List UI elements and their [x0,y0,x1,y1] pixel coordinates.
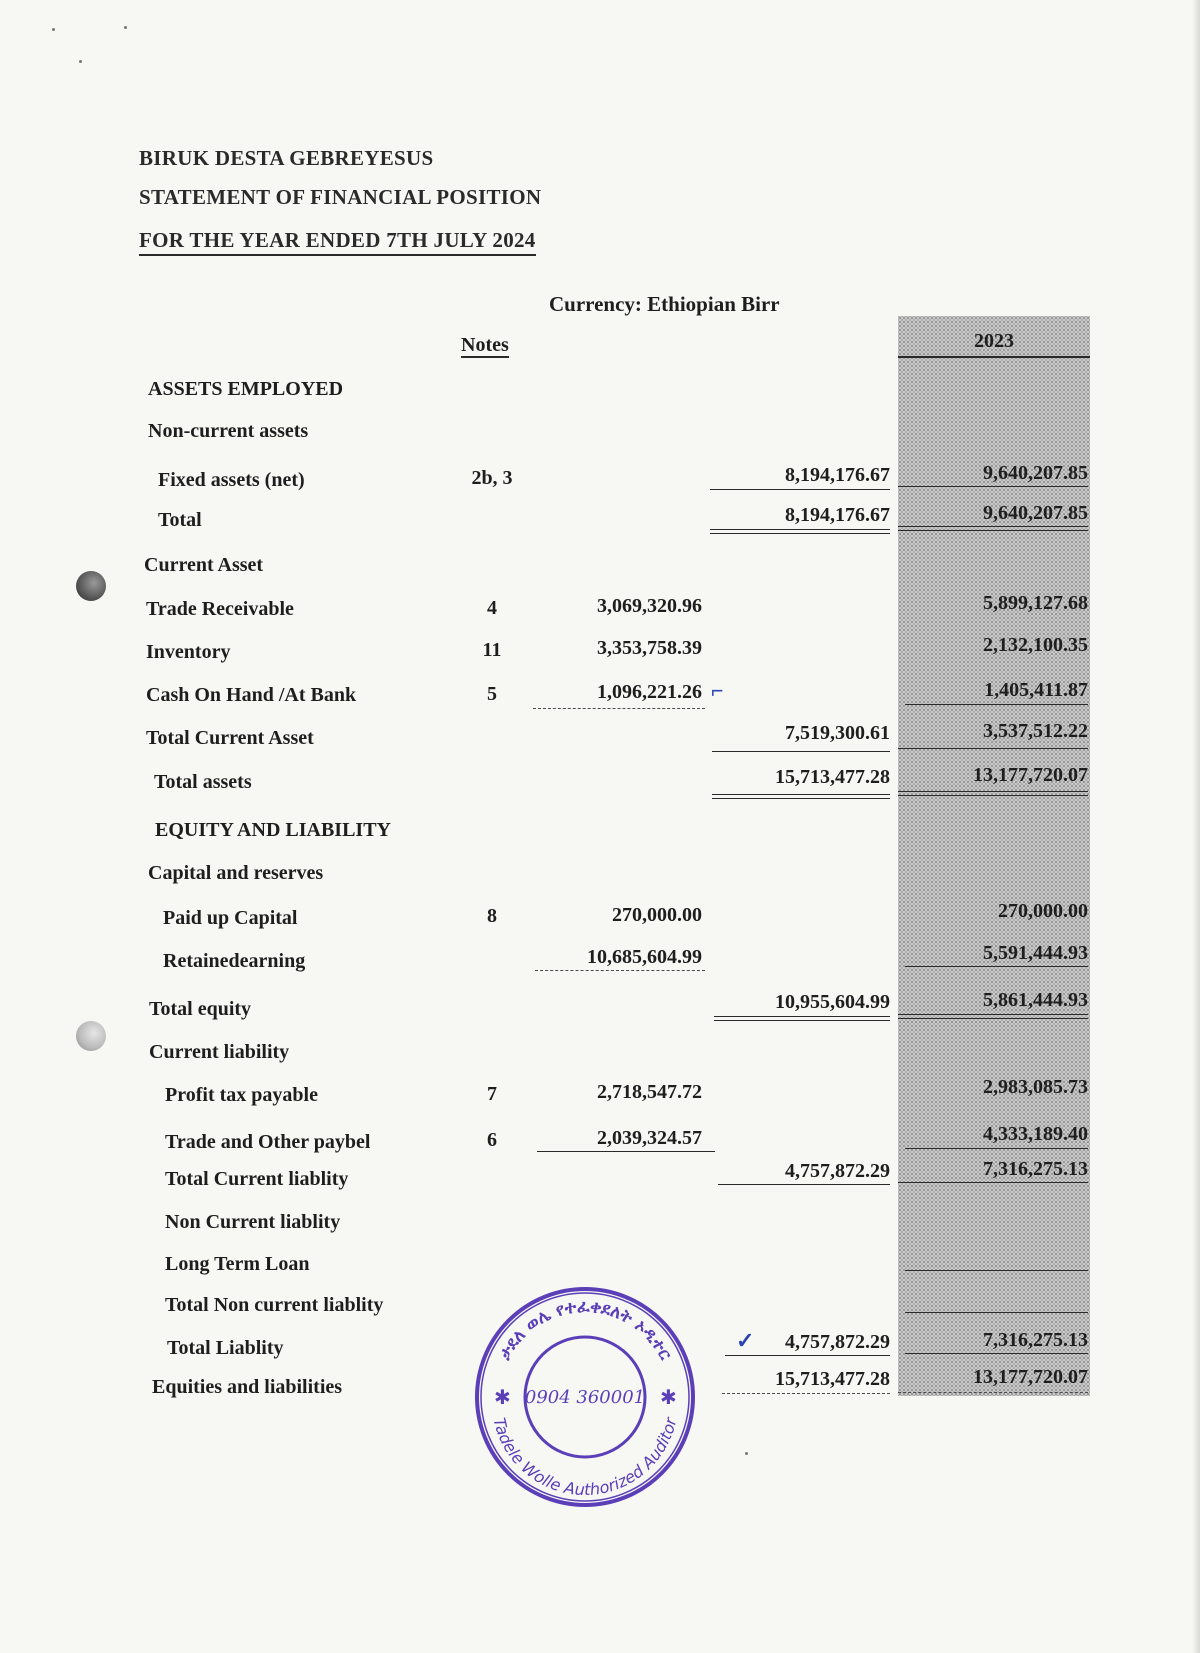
row-note: 5 [487,683,497,705]
row-label: Total Current Asset [146,727,314,749]
currency-label: Currency: Ethiopian Birr [549,292,780,316]
current-year-value: 2,039,324.57 [597,1127,702,1149]
auditor-stamp [472,1284,698,1510]
stamp-center-number: 0904 360001 [524,1387,646,1408]
double-rule [710,529,890,534]
punch-hole [76,1021,106,1051]
rule [722,1393,890,1394]
current-year-total: 10,955,604.99 [775,991,890,1013]
prior-year-value: 13,177,720.07 [973,764,1088,786]
rule [898,1392,1088,1393]
rule [712,751,890,752]
double-rule [898,526,1088,531]
prior-year-value: 13,177,720.07 [973,1366,1088,1388]
rule [905,1353,1088,1354]
rule [537,1151,715,1152]
double-rule [714,1016,890,1021]
row-label: Long Term Loan [165,1253,310,1275]
double-rule [712,794,890,799]
row-note: 6 [487,1129,497,1151]
scan-edge [1192,0,1200,1653]
current-year-total: 8,194,176.67 [785,464,890,486]
rule [905,1270,1088,1271]
rule [905,1312,1088,1313]
scan-speck [52,28,55,31]
row-label: Total [158,509,202,531]
double-rule [898,791,1088,796]
row-note: 7 [487,1083,497,1105]
rule [725,1355,890,1356]
rule [533,708,705,709]
prior-year-value: 2,132,100.35 [983,634,1088,656]
row-label: Profit tax payable [165,1084,318,1106]
row-label: Total equity [149,998,252,1020]
row-label: Total Non current liablity [165,1294,384,1316]
prior-year-value: 1,405,411.87 [984,679,1088,701]
row-label: Cash On Hand /At Bank [146,684,357,706]
row-label: EQUITY AND LIABILITY [155,819,391,841]
row-label: Current liability [149,1041,290,1063]
current-year-total: 4,757,872.29 [785,1331,890,1353]
current-year-value: 3,069,320.96 [597,595,702,617]
rule [718,1184,890,1185]
current-year-total: 8,194,176.67 [785,504,890,526]
row-note: 11 [482,639,502,661]
row-note: 8 [487,905,497,927]
row-note: 2b, 3 [471,467,513,489]
current-year-value: 2,718,547.72 [597,1081,702,1103]
current-year-value: 270,000.00 [612,904,702,926]
rule [710,489,890,490]
current-year-value: 10,685,604.99 [587,946,702,968]
row-label: Total Liablity [167,1337,284,1359]
check-tick-icon: ⌐ [711,678,724,703]
row-label: Trade and Other paybel [165,1131,371,1153]
rule [898,486,1088,487]
row-label: Total assets [154,771,252,793]
prior-year-value: 9,640,207.85 [983,462,1088,484]
scan-speck [745,1452,748,1455]
prior-year-value: 5,861,444.93 [983,989,1088,1011]
stamp-star-icon: ✱ [660,1385,677,1409]
statement-period: FOR THE YEAR ENDED 7TH JULY 2024 [139,228,536,256]
notes-column-header: Notes [461,334,509,356]
scan-speck [124,26,127,29]
prior-year-value: 7,316,275.13 [983,1329,1088,1351]
current-year-value: 3,353,758.39 [597,637,702,659]
prior-year-header: 2023 [898,330,1090,358]
prior-year-value: 7,316,275.13 [983,1158,1088,1180]
prior-year-value: 3,537,512.22 [983,720,1088,742]
row-label: Fixed assets (net) [158,469,305,491]
current-year-total: 15,713,477.28 [775,766,890,788]
row-label: Non Current liablity [165,1211,341,1233]
row-label: Inventory [146,641,231,663]
company-name: BIRUK DESTA GEBREYESUS [139,146,434,170]
rule [905,1148,1088,1149]
rule [905,704,1088,705]
prior-year-value: 270,000.00 [998,900,1088,922]
stamp-star-icon: ✱ [494,1385,511,1409]
row-label: Non-current assets [148,420,309,442]
current-year-total: 7,519,300.61 [785,722,890,744]
stamp-top-text: ታደለ ወሌ የተፈቀደለት ኦዲተር [494,1296,676,1364]
current-year-value: 1,096,221.26 [597,681,702,703]
row-label: Trade Receivable [146,598,294,620]
statement-title: STATEMENT OF FINANCIAL POSITION [139,185,542,209]
rule [898,1182,1088,1183]
prior-year-value: 2,983,085.73 [983,1076,1088,1098]
stamp-bottom-text: Tadele Wolle Authorized Auditor [489,1415,681,1500]
prior-year-value: 5,899,127.68 [983,592,1088,614]
rule [905,966,1088,967]
row-label: Capital and reserves [148,862,324,884]
row-label: Total Current liablity [165,1168,349,1190]
row-label: Retainedearning [163,950,306,972]
prior-year-value: 4,333,189.40 [983,1123,1088,1145]
prior-year-value: 9,640,207.85 [983,502,1088,524]
punch-hole [76,571,106,601]
rule [898,748,1088,749]
double-rule [898,1014,1088,1019]
row-label: Current Asset [144,554,264,576]
row-label: ASSETS EMPLOYED [148,378,344,400]
row-note: 4 [487,597,497,619]
current-year-total: 15,713,477.28 [775,1368,890,1390]
row-label: Paid up Capital [163,907,298,929]
scan-speck [79,60,82,63]
current-year-total: 4,757,872.29 [785,1160,890,1182]
row-label: Equities and liabilities [152,1376,343,1398]
rule [535,970,705,971]
prior-year-value: 5,591,444.93 [983,942,1088,964]
check-tick-icon: ✓ [736,1328,755,1353]
